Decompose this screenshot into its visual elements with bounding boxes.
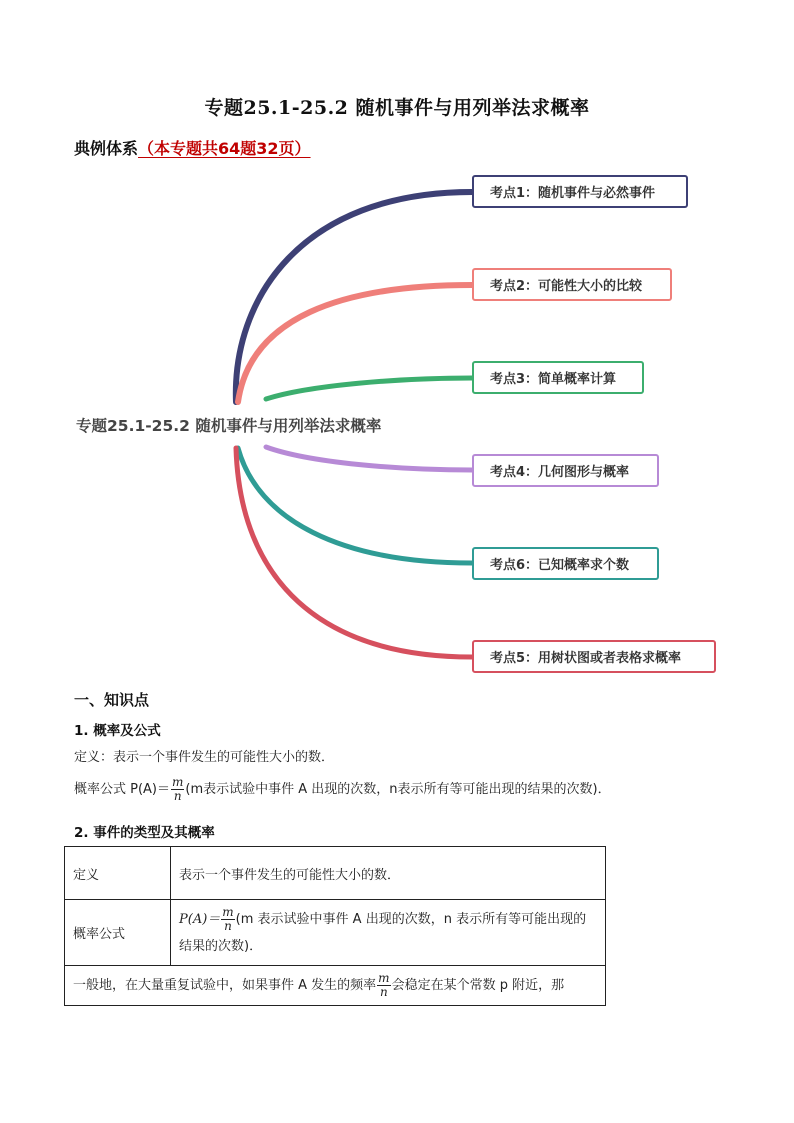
branch-5 <box>236 448 472 657</box>
mindmap-center-topic: 专题25.1-25.2 随机事件与用列举法求概率 <box>76 417 382 435</box>
knowledge-heading: 一、知识点 <box>74 691 150 709</box>
table-cell-frequency <box>65 966 606 1006</box>
page-title: 专题25.1-25.2 随机事件与用列举法求概率 <box>204 97 590 119</box>
formula-suffix-line-1: (m 表示试验中事件 A 出现的次数，n 表示所有等可能出现的 <box>235 911 587 927</box>
formula-suffix-line-2: 结果的次数)． <box>179 938 263 954</box>
fraction-denominator: n <box>224 918 232 933</box>
subsection-title-1: 1. 概率及公式 <box>74 723 161 739</box>
formula-prefix: 概率公式 P(A)＝ <box>74 782 171 797</box>
table-cell-label: 概率公式 <box>65 900 171 966</box>
frequency-prefix: 一般地，在大量重复试验中，如果事件 A 发生的频率 <box>73 978 377 993</box>
table-cell-value: 表示一个事件发生的可能性大小的数． <box>171 847 606 900</box>
formula-prefix: P(A)＝ <box>179 911 221 927</box>
mindmap-node-topic-1: 考点1：随机事件与必然事件 <box>472 175 688 208</box>
branch-4 <box>266 447 472 470</box>
table-row <box>65 966 606 1006</box>
mindmap-node-topic-2: 考点2：可能性大小的比较 <box>472 268 672 301</box>
fraction-numerator: m <box>378 971 390 985</box>
mindmap-node-topic-6: 考点6：已知概率求个数 <box>472 547 659 580</box>
formula-line <box>74 776 611 803</box>
fraction-denominator: n <box>173 789 182 803</box>
table-cell-label: 定义 <box>65 847 171 900</box>
mindmap-node-topic-5: 考点5：用树状图或者表格求概率 <box>472 640 716 673</box>
section-page-note: （本专题共64题32页） <box>138 139 311 158</box>
fraction-m-over-n <box>221 906 234 933</box>
mindmap-node-topic-4: 考点4：几何图形与概率 <box>472 454 659 487</box>
fraction-numerator: m <box>222 904 234 919</box>
section-heading-label: 典例体系 <box>74 139 139 158</box>
fraction-m-over-n <box>377 972 390 999</box>
definition-text: 定义：表示一个事件发生的可能性大小的数． <box>74 750 335 765</box>
probability-table <box>64 846 606 1006</box>
table-row <box>65 847 606 900</box>
table-cell-value <box>171 900 606 966</box>
mindmap-node-topic-3: 考点3：简单概率计算 <box>472 361 644 394</box>
subsection-title-2: 2. 事件的类型及其概率 <box>74 825 215 841</box>
branch-3 <box>266 378 472 399</box>
fraction-numerator: m <box>172 775 184 789</box>
fraction-denominator: n <box>380 985 388 999</box>
frequency-suffix: 会稳定在某个常数 p 附近，那 <box>391 978 565 993</box>
formula-suffix: (m表示试验中事件 A 出现的次数，n表示所有等可能出现的结果的次数)． <box>185 782 611 797</box>
fraction-m-over-n <box>171 776 184 803</box>
table-row <box>65 900 606 966</box>
